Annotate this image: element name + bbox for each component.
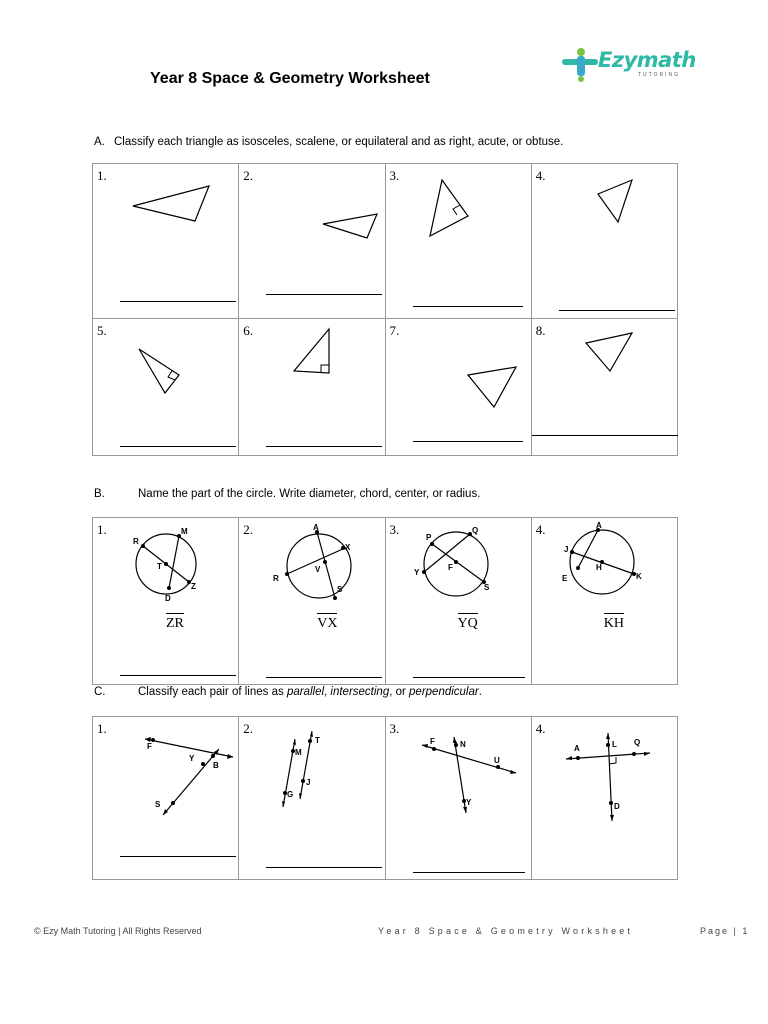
logo-figure-icon bbox=[560, 46, 600, 82]
segment-label: VX bbox=[317, 616, 337, 632]
point-label: A bbox=[313, 523, 320, 532]
ezymath-logo bbox=[560, 46, 696, 82]
segment-label: ZR bbox=[166, 616, 184, 632]
answer-line[interactable] bbox=[266, 677, 382, 678]
point-label: M bbox=[295, 748, 302, 757]
triangle-cell bbox=[93, 319, 239, 456]
point-label: J bbox=[563, 545, 569, 554]
point-label: A bbox=[573, 744, 580, 753]
triangle-figure bbox=[386, 164, 532, 319]
item-number: 2. bbox=[243, 721, 253, 736]
logo-tagline: TUTORING bbox=[638, 72, 681, 78]
point-label: E bbox=[561, 574, 568, 583]
term-intersecting: intersecting bbox=[330, 686, 390, 698]
triangle-cell bbox=[531, 319, 677, 456]
triangle-grid bbox=[92, 163, 678, 456]
answer-line[interactable] bbox=[120, 446, 236, 447]
answer-line[interactable] bbox=[559, 310, 675, 311]
segment-label: YQ bbox=[458, 616, 478, 632]
section-c-instruction: C. Classify each pair of lines as parallel, intersecting, or perpendicular. bbox=[94, 686, 482, 698]
point-label: Y bbox=[413, 568, 419, 577]
section-letter: B. bbox=[94, 488, 105, 500]
answer-line[interactable] bbox=[266, 446, 382, 447]
item-number: 3. bbox=[389, 721, 400, 736]
triangle-cell bbox=[239, 164, 385, 319]
point-label: F bbox=[447, 563, 453, 572]
point-label: M bbox=[181, 527, 188, 536]
item-number: 3. bbox=[389, 522, 400, 537]
point-label: Y bbox=[189, 754, 195, 763]
section-letter: A. bbox=[94, 136, 105, 148]
answer-line[interactable] bbox=[413, 872, 525, 873]
instruction-prefix: Classify each pair of lines as bbox=[138, 686, 287, 698]
point-label: X bbox=[345, 543, 351, 552]
lines-figure-2 bbox=[239, 717, 385, 881]
circle-grid bbox=[92, 517, 678, 685]
lines-cell bbox=[531, 717, 677, 880]
point-label: T bbox=[157, 562, 162, 571]
item-number: 4. bbox=[535, 721, 546, 736]
overline bbox=[166, 613, 184, 614]
triangle-cell bbox=[239, 319, 385, 456]
lines-grid bbox=[92, 716, 678, 880]
item-number: 7. bbox=[389, 323, 400, 338]
answer-line[interactable] bbox=[120, 856, 236, 857]
point-label: S bbox=[155, 800, 161, 809]
point-label: P bbox=[425, 533, 431, 542]
point-label: S bbox=[337, 585, 343, 594]
answer-line[interactable] bbox=[532, 435, 678, 436]
item-number: 2. bbox=[243, 522, 253, 537]
triangle-cell bbox=[531, 164, 677, 319]
overline bbox=[604, 613, 624, 614]
overline bbox=[317, 613, 337, 614]
item-number: 6. bbox=[243, 323, 253, 338]
point-label: R bbox=[133, 537, 139, 546]
triangle-figure bbox=[93, 164, 239, 319]
triangle-cell bbox=[385, 319, 531, 456]
instruction-text: Name the part of the circle. Write diameter, chord, center, or radius. bbox=[138, 488, 481, 500]
footer-copyright: © Ezy Math Tutoring | All Rights Reserved bbox=[34, 926, 202, 936]
circle-figure-1 bbox=[93, 518, 239, 686]
circle-figure-4 bbox=[532, 518, 678, 686]
overline bbox=[458, 613, 478, 614]
instruction-text: Classify each triangle as isosceles, scalene, or equilateral and as right, acute, or obtuse. bbox=[114, 136, 564, 148]
item-number: 1. bbox=[97, 168, 107, 183]
point-label: B bbox=[213, 761, 219, 770]
answer-line[interactable] bbox=[120, 301, 236, 302]
item-number: 1. bbox=[97, 522, 107, 537]
triangle-cell bbox=[93, 164, 239, 319]
answer-line[interactable] bbox=[413, 306, 523, 307]
footer-doc-title: Year 8 Space & Geometry Worksheet bbox=[378, 926, 634, 936]
segment-label: KH bbox=[604, 616, 624, 632]
answer-line[interactable] bbox=[413, 441, 523, 442]
point-label: R bbox=[273, 574, 280, 583]
term-parallel: parallel bbox=[286, 686, 325, 698]
item-number: 4. bbox=[535, 522, 546, 537]
item-number: 3. bbox=[389, 168, 400, 183]
point-label: Y bbox=[465, 798, 471, 807]
circle-figure-2 bbox=[239, 518, 385, 686]
triangle-figure bbox=[386, 319, 532, 456]
point-label: F bbox=[147, 742, 152, 751]
lines-cell bbox=[385, 717, 531, 880]
circle-cell bbox=[93, 518, 239, 685]
triangle-figure bbox=[93, 319, 239, 456]
circle-cell bbox=[385, 518, 531, 685]
point-label: V bbox=[315, 565, 321, 574]
point-label: D bbox=[613, 802, 620, 811]
section-b-instruction bbox=[94, 488, 480, 500]
point-label: S bbox=[483, 583, 489, 592]
triangle-figure bbox=[239, 319, 385, 456]
logo-wordmark: Ezymath bbox=[598, 48, 696, 72]
answer-line[interactable] bbox=[120, 675, 236, 676]
triangle-figure bbox=[239, 164, 385, 319]
point-label: F bbox=[429, 737, 435, 746]
point-label: H bbox=[595, 563, 602, 572]
item-number: 1. bbox=[97, 721, 107, 736]
item-number: 8. bbox=[535, 323, 546, 338]
point-label: U bbox=[493, 756, 500, 765]
section-a-instruction bbox=[94, 136, 563, 148]
lines-figure-3 bbox=[386, 717, 532, 881]
item-number: 2. bbox=[243, 168, 253, 183]
lines-figure-4 bbox=[532, 717, 678, 881]
point-label: T bbox=[315, 736, 321, 745]
triangle-figure bbox=[532, 164, 678, 319]
point-label: Q bbox=[471, 526, 478, 535]
triangle-cell bbox=[385, 164, 531, 319]
point-label: Z bbox=[191, 582, 196, 591]
page-title: Year 8 Space & Geometry Worksheet bbox=[150, 70, 430, 87]
circle-cell bbox=[531, 518, 677, 685]
answer-line[interactable] bbox=[266, 867, 382, 868]
point-label: G bbox=[287, 790, 294, 799]
circle-cell bbox=[239, 518, 385, 685]
lines-cell bbox=[93, 717, 239, 880]
point-label: J bbox=[306, 778, 311, 787]
point-label: D bbox=[165, 594, 171, 603]
circle-figure-3 bbox=[386, 518, 532, 686]
term-perpendicular: perpendicular bbox=[409, 686, 479, 698]
item-number: 4. bbox=[535, 168, 546, 183]
lines-cell bbox=[239, 717, 385, 880]
answer-line[interactable] bbox=[266, 294, 382, 295]
point-label: N bbox=[459, 740, 466, 749]
item-number: 5. bbox=[97, 323, 107, 338]
section-letter: C. bbox=[94, 686, 106, 698]
answer-line[interactable] bbox=[413, 677, 525, 678]
footer-page-number: Page | 1 bbox=[700, 926, 750, 936]
point-label: A bbox=[595, 521, 602, 530]
point-label: K bbox=[635, 572, 642, 581]
point-label: L bbox=[611, 740, 617, 749]
point-label: Q bbox=[633, 738, 640, 747]
